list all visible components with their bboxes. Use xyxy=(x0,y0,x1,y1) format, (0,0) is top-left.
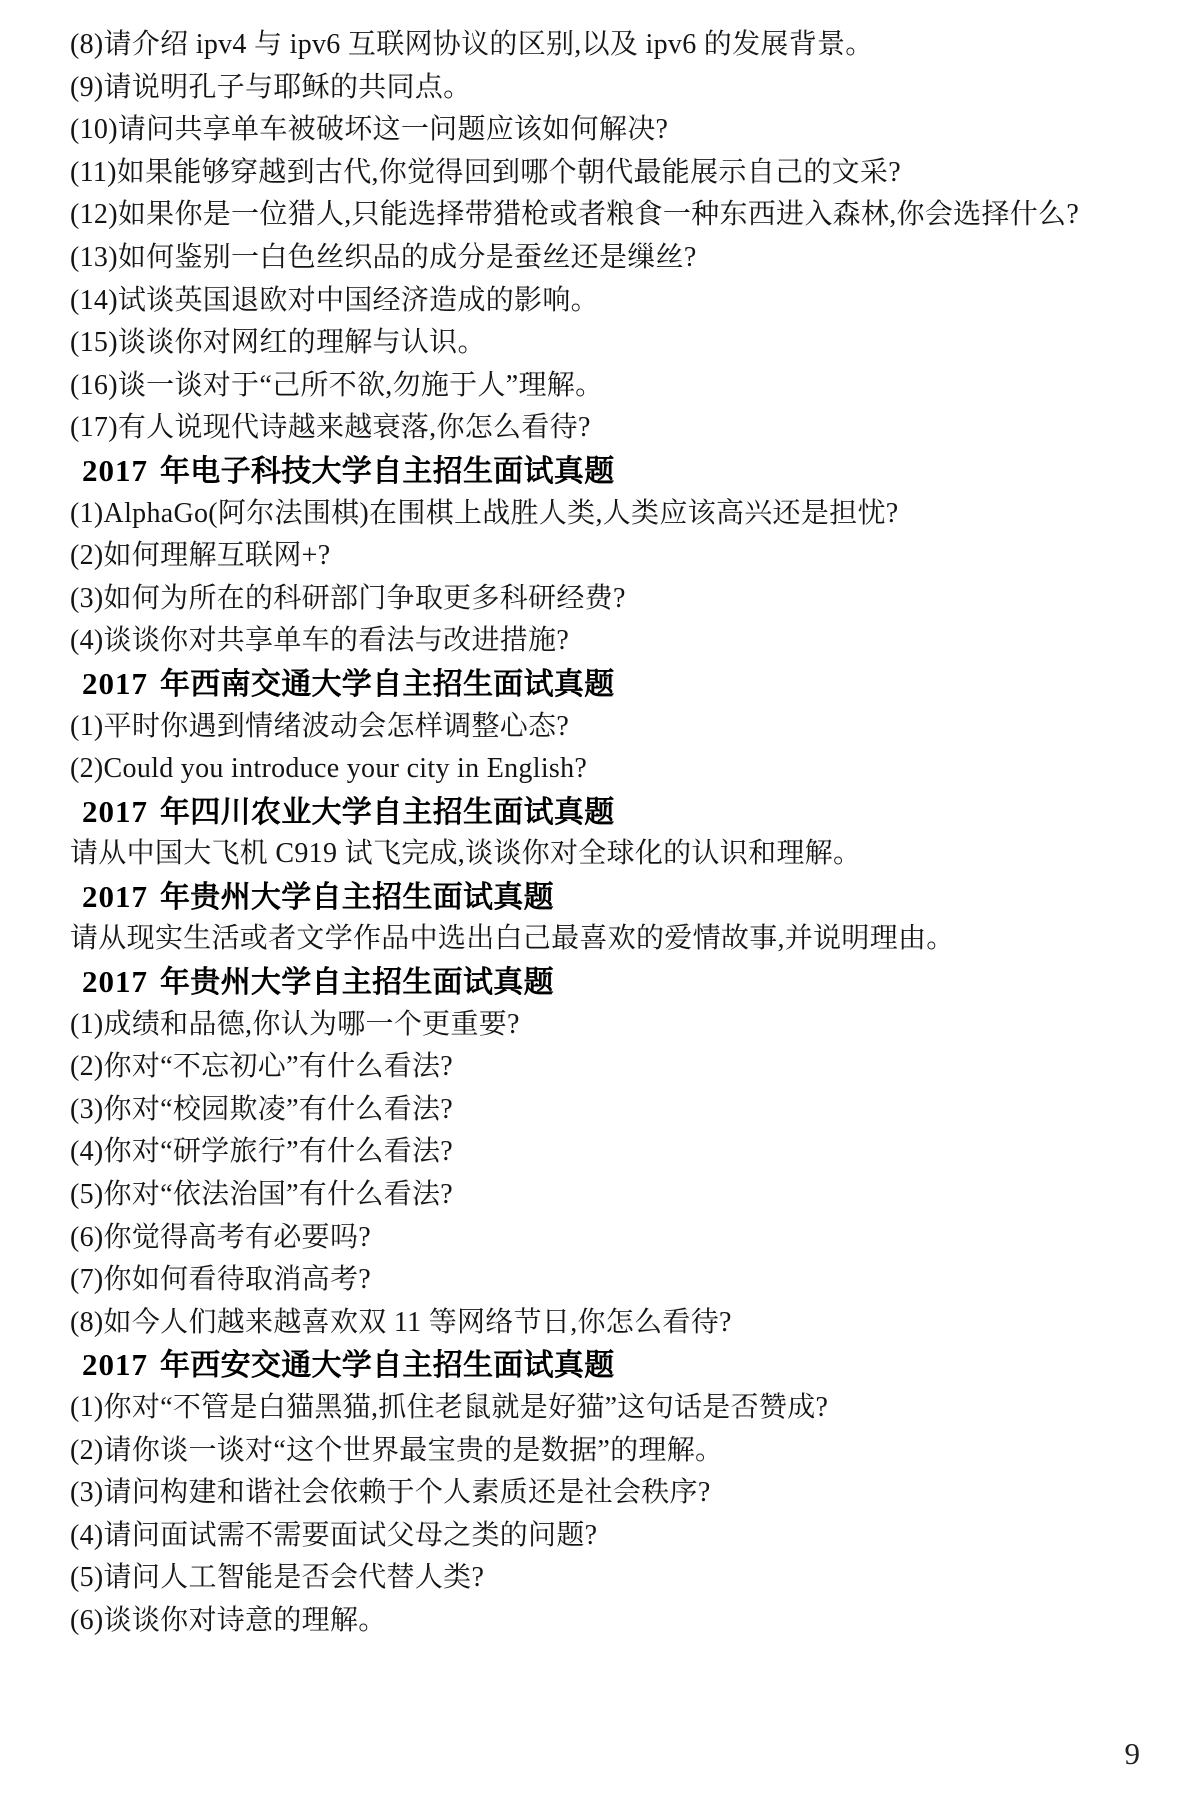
section-title: 年西南交通大学自主招生面试真题 xyxy=(160,667,615,701)
question-line: (4)谈谈你对共享单车的看法与改进措施? xyxy=(70,625,570,657)
section-header xyxy=(70,663,1172,706)
section-title: 年贵州大学自主招生面试真题 xyxy=(160,966,554,1000)
question-line: (1)成绩和品德,你认为哪一个更重要? xyxy=(70,1008,520,1040)
section-year: 2017 xyxy=(82,793,148,829)
question-line: 请从中国大飞机 C919 试飞完成,谈谈你对全球化的认识和理解。 xyxy=(70,838,862,870)
section-header xyxy=(70,791,1172,834)
question-line: (10)请问共享单车被破坏这一问题应该如何解决? xyxy=(70,114,669,146)
question-line: (4)请问面试需不需要面试父母之类的问题? xyxy=(70,1519,598,1551)
question-line: (2)如何理解互联网+? xyxy=(70,540,331,572)
question-line: (7)你如何看待取消高考? xyxy=(70,1264,371,1296)
question-line: (12)如果你是一位猎人,只能选择带猎枪或者粮食一种东西进入森林,你会选择什么? xyxy=(70,199,1080,231)
section-header xyxy=(70,450,1172,493)
question-line: (4)你对“研学旅行”有什么看法? xyxy=(70,1136,454,1168)
section-title: 年贵州大学自主招生面试真题 xyxy=(160,880,554,914)
question-line: (2)Could you introduce your city in English? xyxy=(70,753,588,785)
question-line: (3)你对“校园欺凌”有什么看法? xyxy=(70,1093,454,1125)
question-line: (17)有人说现代诗越来越衰落,你怎么看待? xyxy=(70,412,591,444)
section-title: 年电子科技大学自主招生面试真题 xyxy=(160,454,615,488)
question-line: (1)你对“不管是白猫黑猫,抓住老鼠就是好猫”这句话是否赞成? xyxy=(70,1392,829,1423)
section-title: 年四川农业大学自主招生面试真题 xyxy=(160,795,615,829)
question-line: (8)请介绍 ipv4 与 ipv6 互联网协议的区别,以及 ipv6 的发展背景。 xyxy=(70,29,874,60)
question-line: (13)如何鉴别一白色丝织品的成分是蚕丝还是缫丝? xyxy=(70,241,697,273)
question-line: (9)请说明孔子与耶稣的共同点。 xyxy=(70,71,472,103)
page-number: 9 xyxy=(1124,1736,1140,1771)
section-year: 2017 xyxy=(82,878,148,914)
question-line: (16)谈一谈对于“己所不欲,勿施于人”理解。 xyxy=(70,369,604,401)
section-title: 年西安交通大学自主招生面试真题 xyxy=(160,1349,615,1383)
section-year: 2017 xyxy=(82,452,148,488)
section-header xyxy=(70,876,1172,919)
section-year: 2017 xyxy=(82,964,148,1000)
question-line: (15)谈谈你对网红的理解与认识。 xyxy=(70,327,486,359)
question-line: (6)你觉得高考有必要吗? xyxy=(70,1221,371,1253)
question-line: (5)请问人工智能是否会代替人类? xyxy=(70,1562,485,1594)
question-line: (2)你对“不忘初心”有什么看法? xyxy=(70,1051,454,1083)
question-line: 请从现实生活或者文学作品中选出白己最喜欢的爱情故事,并说明理由。 xyxy=(70,923,955,955)
section-year: 2017 xyxy=(82,665,148,701)
question-line: (11)如果能够穿越到古代,你觉得回到哪个朝代最能展示自己的文采? xyxy=(70,156,901,188)
section-header xyxy=(70,961,1172,1004)
question-line: (3)请问构建和谐社会依赖于个人素质还是社会秩序? xyxy=(70,1477,711,1509)
section-header xyxy=(70,1344,1172,1387)
question-line: (2)请你谈一谈对“这个世界最宝贵的是数据”的理解。 xyxy=(70,1434,724,1466)
question-line: (8)如今人们越来越喜欢双 11 等网络节日,你怎么看待? xyxy=(70,1306,732,1338)
question-line: (6)谈谈你对诗意的理解。 xyxy=(70,1604,387,1636)
question-line: (5)你对“依法治国”有什么看法? xyxy=(70,1179,454,1211)
question-line: (14)试谈英国退欧对中国经济造成的影响。 xyxy=(70,284,599,316)
question-line: (1)平时你遇到情绪波动会怎样调整心态? xyxy=(70,710,570,742)
question-list xyxy=(70,24,1172,1643)
section-year: 2017 xyxy=(82,1347,148,1383)
question-line: (1)AlphaGo(阿尔法围棋)在围棋上战胜人类,人类应该高兴还是担忧? xyxy=(70,497,899,529)
question-line: (3)如何为所在的科研部门争取更多科研经费? xyxy=(70,582,626,614)
